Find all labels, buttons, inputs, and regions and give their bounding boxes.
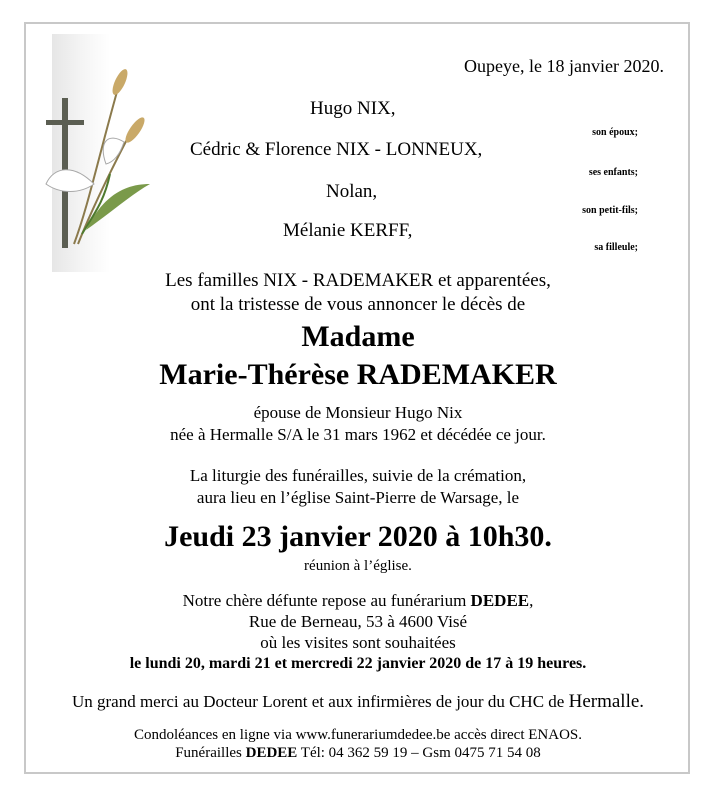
thanks-place: Hermalle. [568,691,645,712]
ceremony-date: Jeudi 23 janvier 2020 à 10h30. [164,520,552,553]
thanks-line [0,691,716,713]
ceremony-line-1: La liturgie des funérailles, suivie de la crémation, [189,466,527,485]
funeral-home-name: DEDEE [470,591,530,610]
visitation-schedule: le lundi 20, mardi 21 et mercredi 22 janvier 2020 de 17 à 19 heures. [129,655,587,672]
place-date: Oupeye, le 18 janvier 2020. [464,56,664,76]
birth-death-line: née à Hermalle S/A le 31 mars 1962 et décédée ce jour. [170,425,546,444]
footer-online: Condoléances en ligne via www.funerariumdedee.be accès direct ENAOS. [133,727,583,743]
family-name-4: Mélanie KERFF, [283,220,413,241]
family-role-2: ses enfants; [588,167,638,178]
visitation-suffix: , [529,591,534,610]
thanks-text: Un grand merci au Docteur Lorent et aux infirmières de jour du CHC de [71,692,569,711]
deceased-name: Marie-Thérèse RADEMAKER [159,358,557,391]
visitation-prefix: Notre chère défunte repose au funérarium [182,591,471,610]
announcement-line-1: Les familles NIX - RADEMAKER et apparentées, [165,270,551,291]
footer-phone: Tél: 04 362 59 19 – Gsm 0475 71 54 08 [297,745,541,761]
footer-funeral-name: DEDEE [245,745,298,761]
footer-contact [0,745,716,762]
visitation-address: Rue de Berneau, 53 à 4600 Visé [248,612,468,631]
ceremony-line-2: aura lieu en l’église Saint-Pierre de Warsage, le [196,488,520,507]
family-name-2: Cédric & Florence NIX - LONNEUX, [190,139,483,160]
family-role-4: sa filleule; [594,242,638,253]
footer-funeral-prefix: Funérailles [175,745,246,761]
visitation-line-3: où les visites sont souhaitées [260,633,456,652]
family-role-3: son petit-fils; [582,205,638,216]
family-role-1: son époux; [592,127,638,138]
family-name-1: Hugo NIX, [310,98,396,119]
visitation-line-1 [0,591,716,611]
family-name-3: Nolan, [326,181,378,202]
lily-cross-illustration [34,34,160,272]
spouse-line: épouse de Monsieur Hugo Nix [253,403,463,422]
meeting-line: réunion à l’église. [304,558,412,574]
deceased-title: Madame [301,320,415,353]
announcement-line-2: ont la tristesse de vous annoncer le décès de [190,294,526,315]
